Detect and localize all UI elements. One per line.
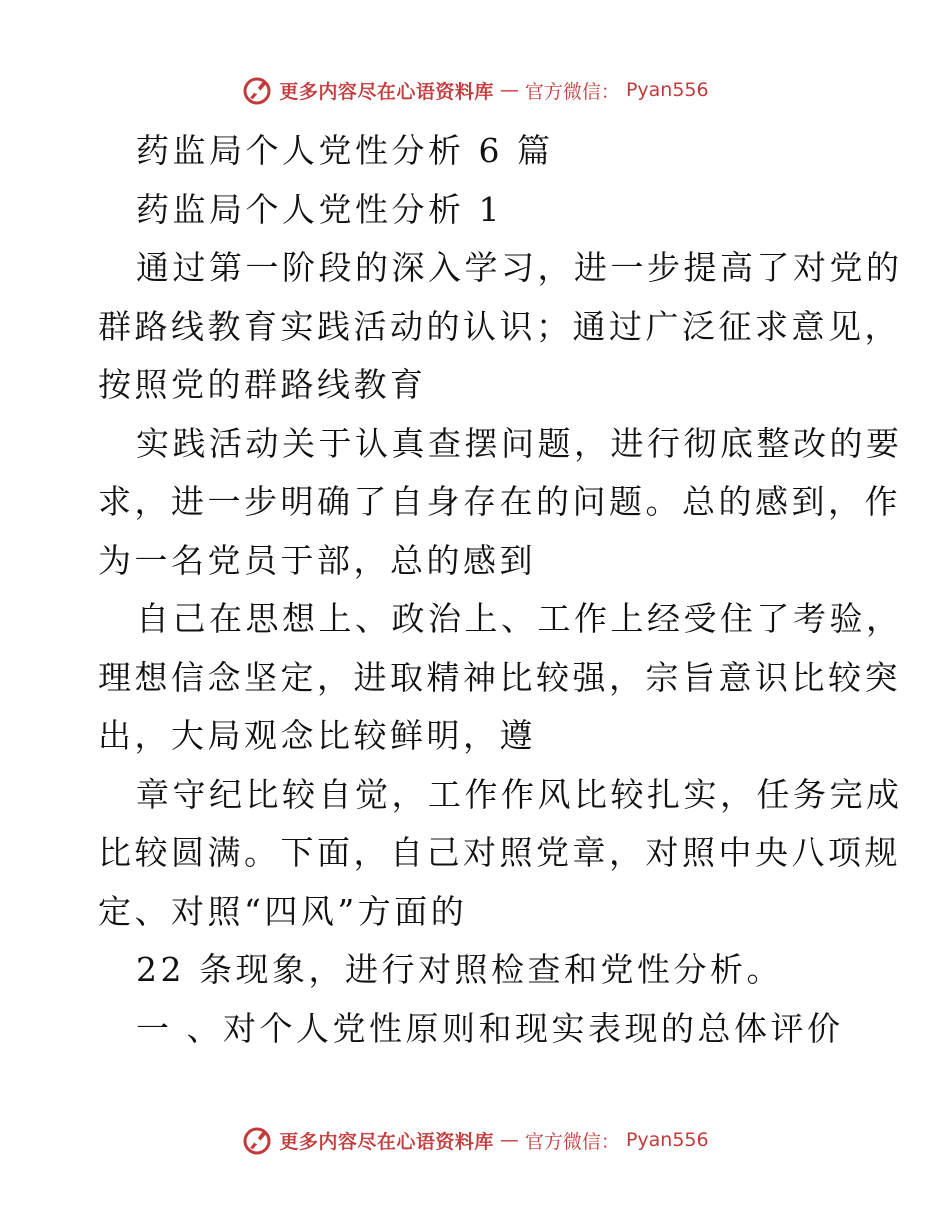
paragraph-line: 22 条现象，进行对照检查和党性分析。 — [136, 950, 783, 989]
section-heading: 一 、对个人党性原则和现实表现的总体评价 — [136, 1008, 844, 1048]
document-body — [98, 122, 903, 1058]
footer-watermark — [0, 1120, 950, 1160]
quill-circle-icon — [241, 1124, 273, 1156]
paragraph-line: 为一名党员于部，总的感到 — [98, 540, 536, 580]
paragraph-line: 通过第一阶段的深入学习，进一步提高了对党的 — [136, 248, 903, 287]
watermark-separator: — — [499, 79, 519, 101]
watermark-official-label: 官方微信： — [524, 1130, 620, 1153]
paragraph-line: 定、对照“四风”方面的 — [98, 891, 468, 931]
paragraph-line: 自己在思想上、政治上、工作上经受住了考验， — [136, 599, 903, 638]
paragraph-line: 出，大局观念比较鲜明，遵 — [98, 716, 536, 755]
section-heading: 药监局个人党性分析 1 — [136, 189, 503, 229]
watermark-text: 更多内容尽在心语资料库 — [279, 80, 494, 103]
watermark-official-label: 官方微信： — [524, 80, 620, 103]
paragraph-line: 理想信念坚定，进取精神比较强，宗旨意识比较突 — [98, 657, 901, 697]
watermark-wechat-id: Pyan556 — [625, 1129, 709, 1151]
paragraph-line: 比较圆满。下面，自己对照党章，对照中央八项规 — [98, 833, 901, 872]
document-title: 药监局个人党性分析 6 篇 — [136, 131, 554, 170]
paragraph-line: 求，进一步明确了自身存在的问题。总的感到，作 — [98, 482, 901, 521]
watermark-wechat-id: Pyan556 — [625, 79, 709, 101]
quill-circle-icon — [241, 74, 273, 106]
header-watermark — [0, 70, 950, 110]
paragraph-line: 章守纪比较自觉，工作作风比较扎实，任务完成 — [136, 774, 903, 814]
watermark-separator: — — [499, 1129, 519, 1151]
paragraph-line: 群路线教育实践活动的认识；通过广泛征求意见， — [98, 306, 901, 346]
paragraph-line: 按照党的群路线教育 — [98, 365, 427, 404]
paragraph-line: 实践活动关于认真查摆问题，进行彻底整改的要 — [136, 423, 903, 463]
watermark-text: 更多内容尽在心语资料库 — [279, 1130, 494, 1153]
